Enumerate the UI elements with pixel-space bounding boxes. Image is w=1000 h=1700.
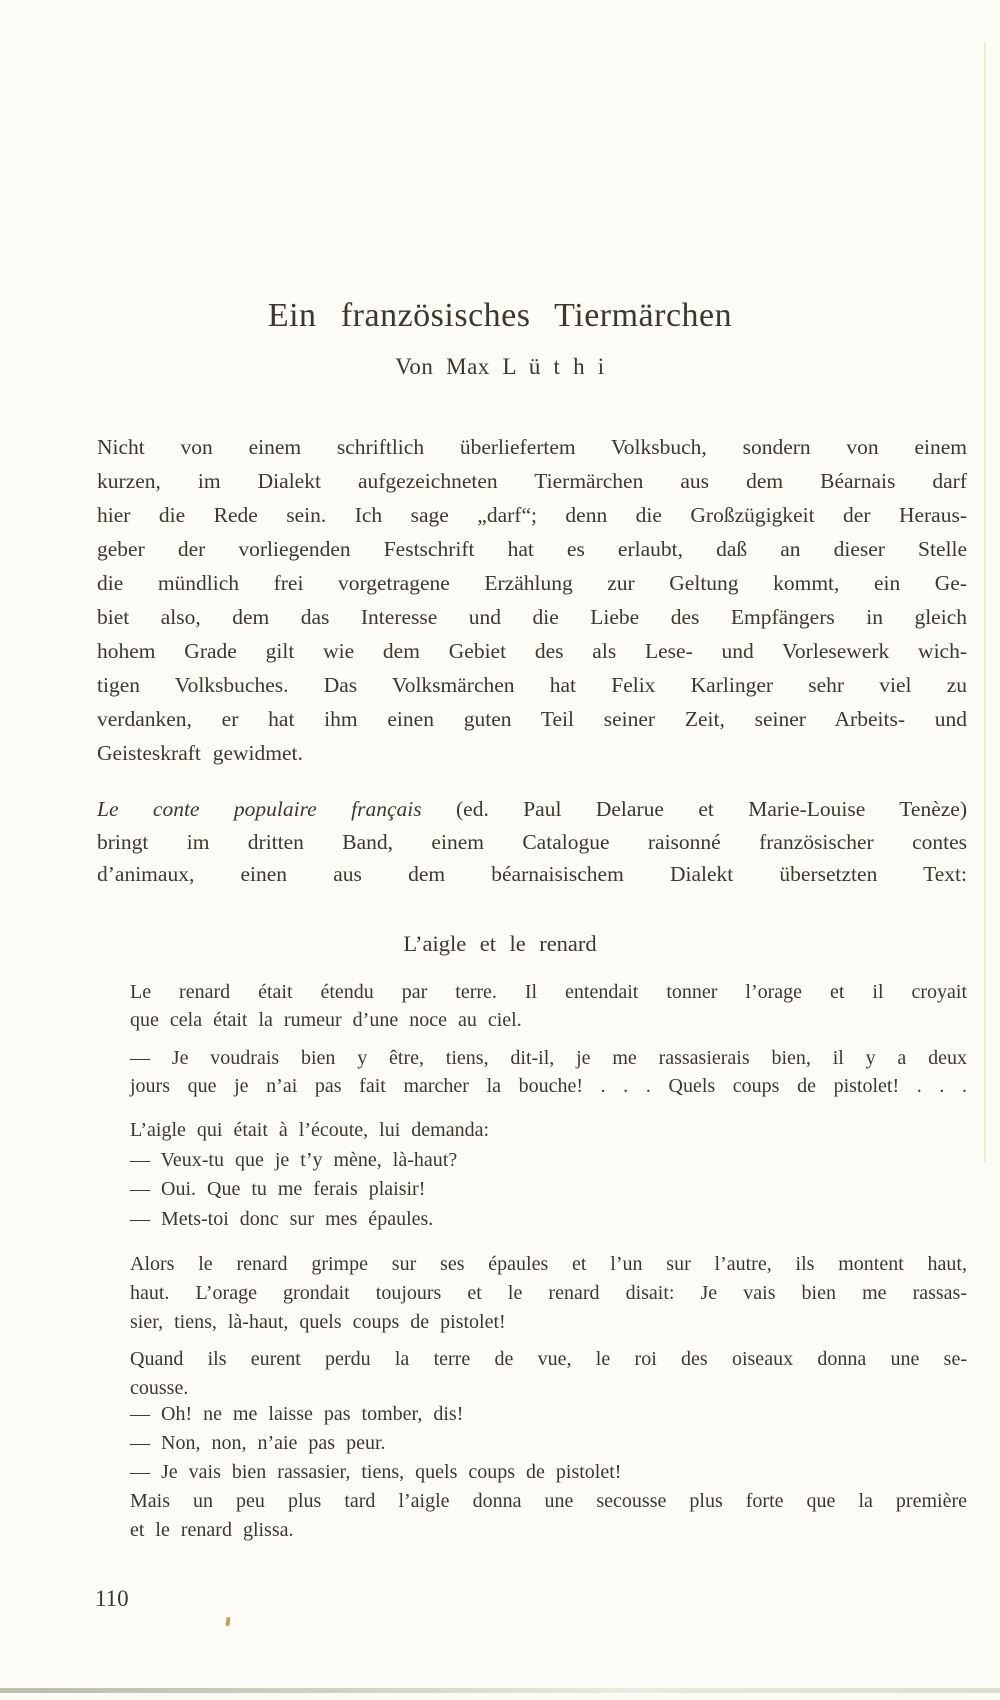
tale-paragraph <box>130 1400 967 1487</box>
text-line: tigen Volksbuches. Das Volksmärchen hat Felix Karlinger sehr viel zu <box>97 673 967 697</box>
text-line: Mais un peu plus tard l’aigle donna une secousse plus forte que la première <box>130 1490 967 1512</box>
text-line: kurzen, im Dialekt aufgezeichneten Tiermärchen aus dem Béarnais darf <box>97 469 967 493</box>
text-line: d’animaux, einen aus dem béarnaisischem Dialekt übersetzten Text: <box>97 862 967 886</box>
text-line: et le renard glissa. <box>130 1518 294 1541</box>
text-line: — Oh! ne me laisse pas tomber, dis! <box>130 1403 464 1425</box>
tale-paragraph <box>130 1487 967 1544</box>
text-line: — Non, non, n’aie pas peur. <box>130 1432 386 1454</box>
text-line: — Je voudrais bien y être, tiens, dit-il, je me rassasierais bien, il y a deux <box>130 1047 967 1069</box>
intro-paragraph <box>97 430 967 770</box>
text-line: hier die Rede sein. Ich sage „darf“; denn die Großzügigkeit der Heraus- <box>97 503 967 527</box>
tale-paragraph <box>130 978 967 1034</box>
tale-heading: L’aigle et le renard <box>403 931 597 956</box>
text-line: hohem Grade gilt wie dem Gebiet des als Lese- und Vorlesewerk wich- <box>97 639 967 663</box>
page-number: 110 <box>95 1586 129 1611</box>
page-edge-scan-line <box>984 42 986 1162</box>
text-line: — Veux-tu que je t’y mène, là-haut? <box>130 1148 458 1171</box>
text-line: cousse. <box>130 1376 189 1399</box>
text-line: que cela était la rumeur d’une noce au ciel. <box>130 1009 522 1031</box>
text-line: biet also, dem das Interesse und die Liebe des Empfängers in gleich <box>97 605 967 629</box>
tale-paragraph <box>130 1345 967 1402</box>
intro-paragraph <box>97 793 967 891</box>
bottom-scan-edge <box>0 1688 1000 1693</box>
text-line: Nicht von einem schriftlich überliefertem Volksbuch, sondern von einem <box>97 435 967 459</box>
paper-speck <box>225 1617 230 1626</box>
text-line: bringt im dritten Band, einem Catalogue raisonné französischer contes <box>97 829 967 854</box>
tale-paragraph <box>130 1044 967 1100</box>
text-line: sier, tiens, là-haut, quels coups de pistolet! <box>130 1311 506 1333</box>
text-line: — Mets-toi donc sur mes épaules. <box>130 1207 434 1230</box>
text-line: — Je vais bien rassasier, tiens, quels coups de pistolet! <box>130 1461 622 1483</box>
text-line: L’aigle qui était à l’écoute, lui demanda: <box>130 1119 490 1141</box>
text-line: verdanken, er hat ihm einen guten Teil seiner Zeit, seiner Arbeits- und <box>97 707 967 731</box>
text-line: Alors le renard grimpe sur ses épaules et l’un sur l’autre, ils montent haut, <box>130 1253 967 1275</box>
text-line: geber der vorliegenden Festschrift hat es erlaubt, daß an dieser Stelle <box>97 537 967 561</box>
author-line: Von Max L ü t h i <box>395 354 605 379</box>
page-title: Ein französisches Tiermärchen <box>267 297 733 334</box>
text-line: Le conte populaire français (ed. Paul Delarue et Marie-Louise Tenèze) <box>97 797 967 821</box>
text-line: Geisteskraft gewidmet. <box>97 741 303 765</box>
tale-paragraph <box>130 1250 967 1337</box>
text-line: die mündlich frei vorgetragene Erzählung zur Geltung kommt, ein Ge- <box>97 571 967 595</box>
text-line: haut. L’orage grondait toujours et le renard disait: Je vais bien me rassas- <box>130 1282 967 1304</box>
text-line: Le renard était étendu par terre. Il entendait tonner l’orage et il croyait <box>130 981 967 1003</box>
text-line: — Oui. Que tu me ferais plaisir! <box>130 1178 426 1200</box>
tale-paragraph <box>130 1116 967 1234</box>
text-line: Quand ils eurent perdu la terre de vue, le roi des oiseaux donna une se- <box>130 1348 967 1370</box>
italic-text: Le conte populaire français <box>97 797 422 821</box>
text-line: jours que je n’ai pas fait marcher la bouche! . . . Quels coups de pistolet! . . . <box>130 1075 967 1097</box>
